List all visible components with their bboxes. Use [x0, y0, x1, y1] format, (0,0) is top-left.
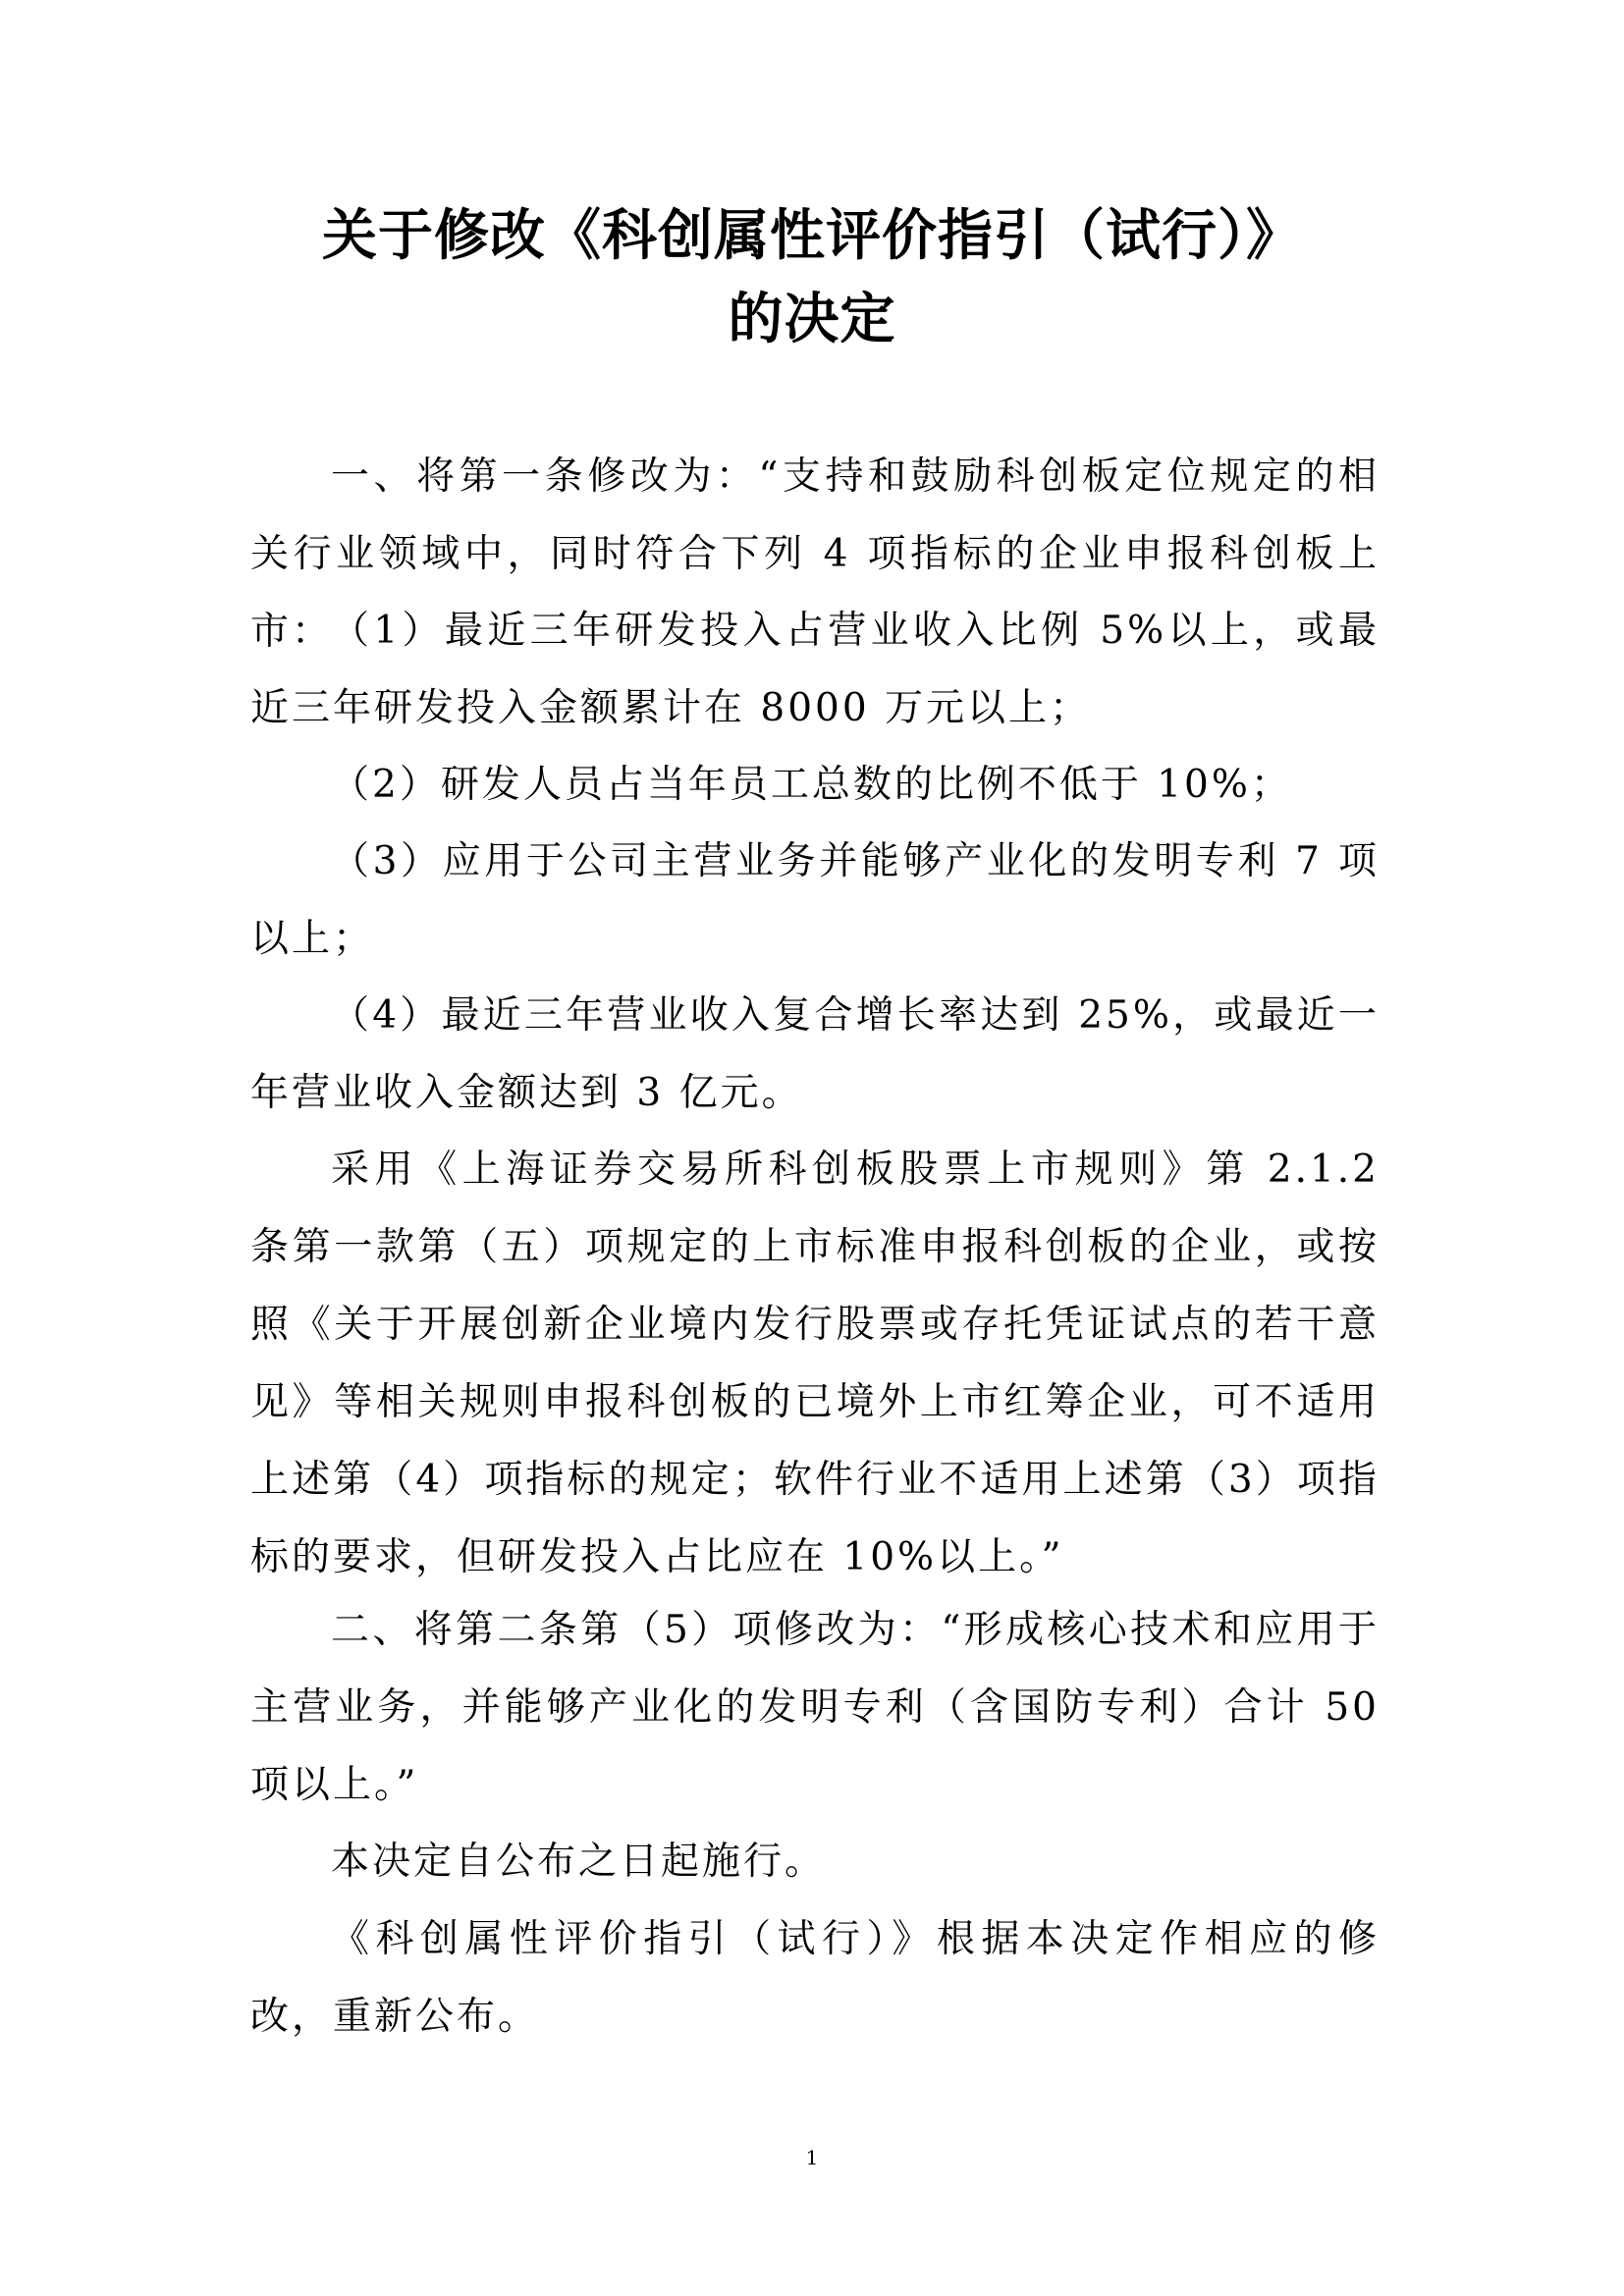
paragraph-effective-date: 本决定自公布之日起施行。 [331, 1840, 827, 1884]
paragraph-amendment-article-1: 一、将第一条修改为：“支持和鼓励科创板定位规定的相关行业领域中，同时符合下列 4 项指标的企业申报科创板上市： [250, 454, 1380, 654]
document-title-line-1: 关于修改《科创属性评价指引（试行）》 [322, 203, 1302, 268]
paragraph-indicator-1: （1）最近三年研发投入占营业收入比例 5%以上，或最近三年研发投入金额累计在 8000 万元以上； [250, 609, 1380, 730]
document-title-line-2: 的决定 [728, 287, 896, 351]
page-number: 1 [805, 2146, 819, 2169]
paragraph-indicator-3: （3）应用于公司主营业务并能够产业化的发明专利 7 项以上； [250, 839, 1380, 961]
paragraph-republication: 《科创属性评价指引（试行）》根据本决定作相应的修改，重新公布。 [250, 1917, 1380, 2039]
paragraph-amendment-article-2: 二、将第二条第（5）项修改为：“形成核心技术和应用于主营业务，并能够产业化的发明专利（含国防专利）合计 50 项以上。” [250, 1608, 1380, 1807]
paragraph-indicator-4: （4）最近三年营业收入复合增长率达到 25%，或最近一年营业收入金额达到 3 亿元。 [250, 993, 1380, 1115]
paragraph-exceptions: 采用《上海证券交易所科创板股票上市规则》第 2.1.2 条第一款第（五）项规定的上市标准申报科创板的企业，或按照《关于开展创新企业境内发行股票或存托凭证试点的若干意见》等相关规则申报科创板的已境外上市红筹企业，可不适用上述第（4）项指标的规定；软件行业不适用上述第（3）项指标的要求，但研发投入占比应在 10%以上。” [250, 1148, 1380, 1579]
paragraph-indicator-2: （2）研发人员占当年员工总数的比例不低于 10%； [331, 763, 1292, 807]
